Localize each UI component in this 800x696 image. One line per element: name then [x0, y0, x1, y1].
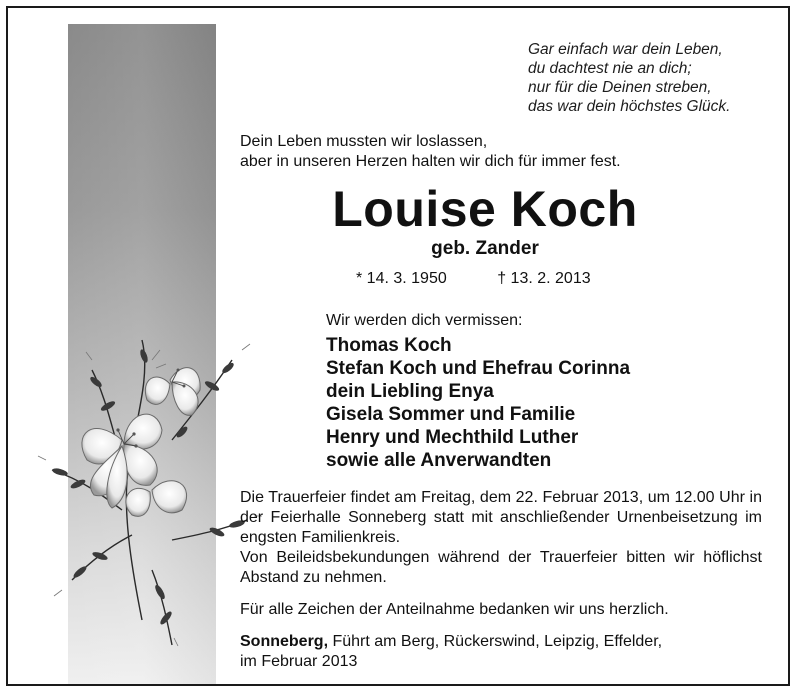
- condolence-notice: Von Beileidsbekundungen während der Trauerfeier bitten wir höflichst Abstand zu nehmen.: [240, 549, 762, 586]
- signature-locations: Führt am Berg, Rückerswind, Leipzig, Effelder,: [328, 633, 663, 650]
- poem-verse: [528, 40, 730, 116]
- funeral-notice: Die Trauerfeier findet am Freitag, dem 22. Februar 2013, um 12.00 Uhr in der Feierhalle Sonneberg statt mit anschließender Urnenbeisetzung im engsten Familienkreis.: [240, 489, 762, 546]
- poem-line: Gar einfach war dein Leben,: [528, 41, 723, 58]
- mourner-entry: sowie alle Anverwandten: [326, 450, 552, 471]
- obituary-frame: [6, 6, 790, 686]
- signature-date: im Februar 2013: [240, 653, 358, 670]
- mourners-intro: Wir werden dich vermissen:: [326, 312, 523, 329]
- mourner-entry: Thomas Koch: [326, 335, 452, 356]
- signature: [240, 632, 762, 652]
- thanks-text: Für alle Zeichen der Anteilnahme bedanken wir uns herzlich.: [240, 601, 669, 618]
- poem-line: nur für die Deinen streben,: [528, 79, 712, 96]
- death-date: † 13. 2. 2013: [497, 270, 591, 287]
- poem-line: das war dein höchstes Glück.: [528, 98, 731, 115]
- signature-place: Sonneberg,: [240, 633, 329, 650]
- life-dates: [356, 270, 591, 288]
- mourner-entry: Gisela Sommer und Familie: [326, 404, 576, 425]
- notice-body: [240, 488, 762, 672]
- mourner-entry: Henry und Mechthild Luther: [326, 427, 579, 448]
- poem-line: du dachtest nie an dich;: [528, 60, 692, 77]
- lily-bouquet-image: [32, 320, 272, 650]
- birth-name: geb. Zander: [431, 238, 539, 259]
- intro-text: [240, 132, 621, 172]
- deceased-name: Louise Koch: [332, 181, 638, 237]
- mourner-entry: Stefan Koch und Ehefrau Corinna: [326, 358, 631, 379]
- intro-line: Dein Leben mussten wir loslassen,: [240, 133, 488, 150]
- mourners-list: [326, 334, 630, 472]
- intro-line: aber in unseren Herzen halten wir dich für immer fest.: [240, 153, 621, 170]
- birth-date: * 14. 3. 1950: [356, 270, 447, 287]
- mourner-entry: dein Liebling Enya: [326, 381, 494, 402]
